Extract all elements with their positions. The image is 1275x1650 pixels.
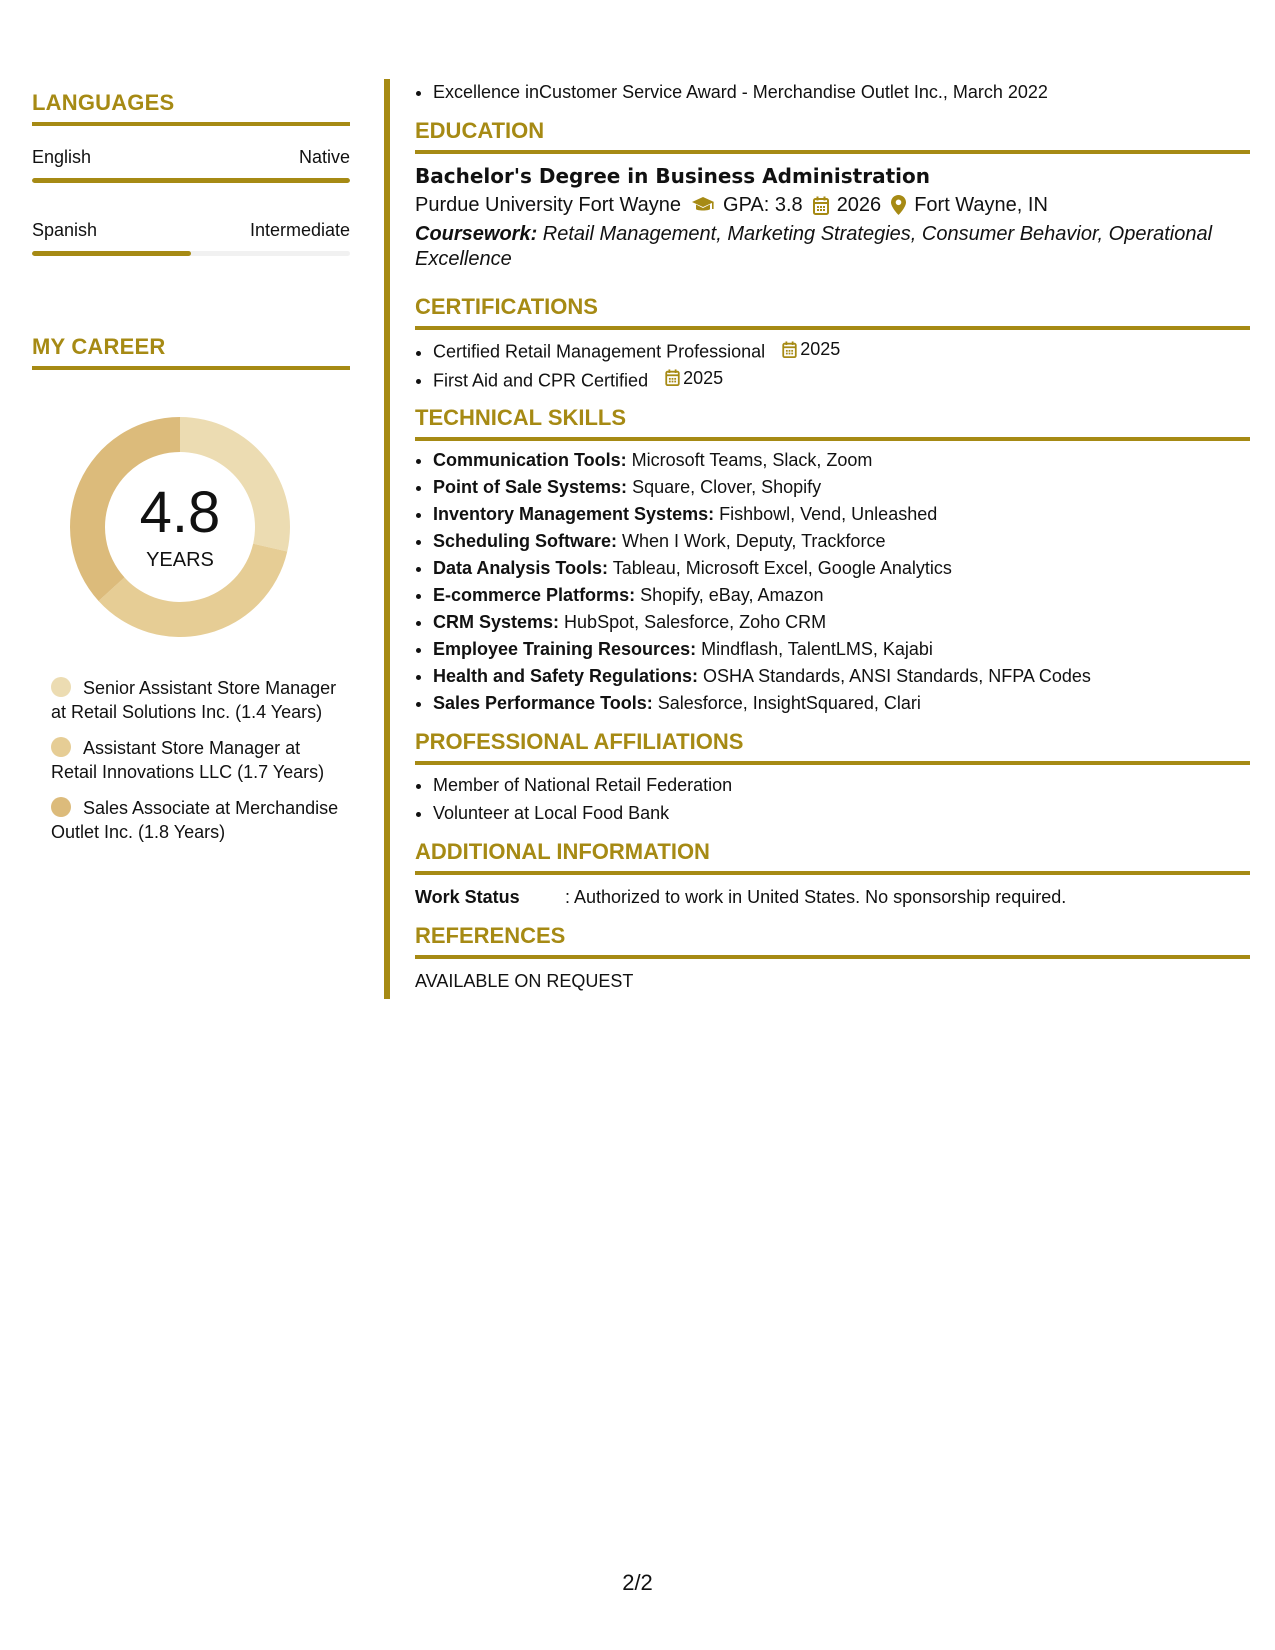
skill-values: HubSpot, Salesforce, Zoho CRM [559,612,827,632]
skill-category: Point of Sale Systems: [433,477,628,497]
skill-values: Shopify, eBay, Amazon [635,585,824,605]
skill-values: Salesforce, InsightSquared, Clari [652,693,921,713]
language-english [32,144,350,183]
skill-category: CRM Systems: [433,612,560,632]
certifications-section [415,294,1250,393]
skill-values: Fishbowl, Vend, Unleashed [714,504,938,524]
language-proficiency-bar [32,251,350,256]
affiliations-list [415,771,1250,827]
coursework-list: Retail Management, Marketing Strategies, Consumer Behavior, Operational Excellence [415,223,1213,270]
legend-label: Sales Associate at Merchandise Outlet Inc. (1.8 Years) [51,798,339,842]
certifications-list [415,336,1250,393]
school-location: Fort Wayne, IN [914,194,1048,216]
right-column [415,79,1250,995]
certification-item [433,336,1250,365]
skill-values: When I Work, Deputy, Trackforce [617,531,886,551]
skill-category: E-commerce Platforms: [433,585,636,605]
skill-category: Sales Performance Tools: [433,693,653,713]
language-level: Native [298,147,350,167]
work-status-row [415,883,1250,911]
map-pin-icon [891,195,906,215]
award-item: • Excellence inCustomer Service Award - Merchandise Outlet Inc., March 2022 [433,79,1250,106]
technical-skills-heading: TECHNICAL SKILLS [415,405,1250,441]
certification-name: Certified Retail Management Professional [433,341,766,362]
skill-values: Tableau, Microsoft Excel, Google Analytics [608,558,952,578]
skill-item [433,474,1250,501]
coursework [415,222,1250,272]
graduation-year: 2026 [836,194,882,216]
school-name: Purdue University Fort Wayne [415,194,682,216]
skill-category: Communication Tools: [433,450,627,470]
language-proficiency-bar [32,178,350,183]
certifications-heading: CERTIFICATIONS [415,294,1250,330]
skill-item [433,555,1250,582]
references-section [415,923,1250,995]
education-section [415,118,1250,272]
languages-heading: LANGUAGES [32,90,350,126]
skill-item [433,528,1250,555]
skill-values: Square, Clover, Shopify [627,477,822,497]
certification-year: 2025 [800,339,841,359]
skill-values: OSHA Standards, ANSI Standards, NFPA Codes [698,666,1091,686]
certification-name: First Aid and CPR Certified [433,370,649,390]
legend-swatch [51,737,71,757]
language-proficiency-fill [32,251,191,256]
certification-year: 2025 [683,367,724,388]
additional-info-heading: ADDITIONAL INFORMATION [415,839,1250,875]
skill-item [433,582,1250,609]
career-legend-item [51,736,341,784]
career-total-unit: YEARS [146,549,214,571]
graduation-cap-icon [691,196,715,214]
career-total-years: 4.8 [139,480,221,545]
education-heading: EDUCATION [415,118,1250,154]
work-status-label: Work Status [415,887,520,907]
language-proficiency-fill [32,178,350,183]
column-divider [384,79,390,999]
technical-skills-list [415,447,1250,717]
degree-title: Bachelor's Degree in Business Administration [415,164,930,188]
language-name: English [32,147,92,167]
education-details [415,190,1250,220]
skill-item [433,447,1250,474]
skill-item [433,501,1250,528]
skill-item [433,609,1250,636]
affiliation-item: • Member of National Retail Federation [433,771,1250,799]
skill-item [433,690,1250,717]
page-number: 2/2 [622,1570,653,1595]
calendar-icon [782,341,797,358]
skill-category: Employee Training Resources: [433,639,697,659]
donut-center [65,412,295,642]
skill-category: Data Analysis Tools: [433,558,609,578]
language-spanish [32,217,350,256]
skill-values: Microsoft Teams, Slack, Zoom [626,450,873,470]
career-donut-chart [65,412,295,642]
affiliation-item: • Volunteer at Local Food Bank [433,799,1250,827]
skill-item [433,636,1250,663]
career-legend-item [51,676,341,724]
coursework-label: Coursework: [415,223,538,245]
awards-list [415,79,1250,106]
legend-label: Senior Assistant Store Manager at Retail Solutions Inc. (1.4 Years) [51,678,337,722]
legend-swatch [51,797,71,817]
skill-category: Scheduling Software: [433,531,618,551]
skill-item [433,663,1250,690]
career-legend [51,676,341,844]
references-text: AVAILABLE ON REQUEST [415,971,634,991]
certification-item [433,365,1250,394]
career-heading: MY CAREER [32,334,350,370]
calendar-icon [665,369,680,386]
skill-category: Health and Safety Regulations: [433,666,699,686]
left-column [32,90,350,856]
additional-info-section [415,839,1250,911]
affiliations-section [415,729,1250,827]
legend-label: Assistant Store Manager at Retail Innovations LLC (1.7 Years) [51,738,325,782]
affiliations-heading: PROFESSIONAL AFFILIATIONS [415,729,1250,765]
technical-skills-section [415,405,1250,717]
skill-values: Mindflash, TalentLMS, Kajabi [696,639,933,659]
legend-swatch [51,677,71,697]
calendar-icon [813,196,829,215]
skill-category: Inventory Management Systems: [433,504,715,524]
work-status-value: : Authorized to work in United States. No sponsorship required. [565,887,1067,907]
language-level: Intermediate [249,220,350,240]
language-name: Spanish [32,220,98,240]
gpa: GPA: 3.8 [723,194,803,216]
references-heading: REFERENCES [415,923,1250,959]
career-legend-item [51,796,341,844]
